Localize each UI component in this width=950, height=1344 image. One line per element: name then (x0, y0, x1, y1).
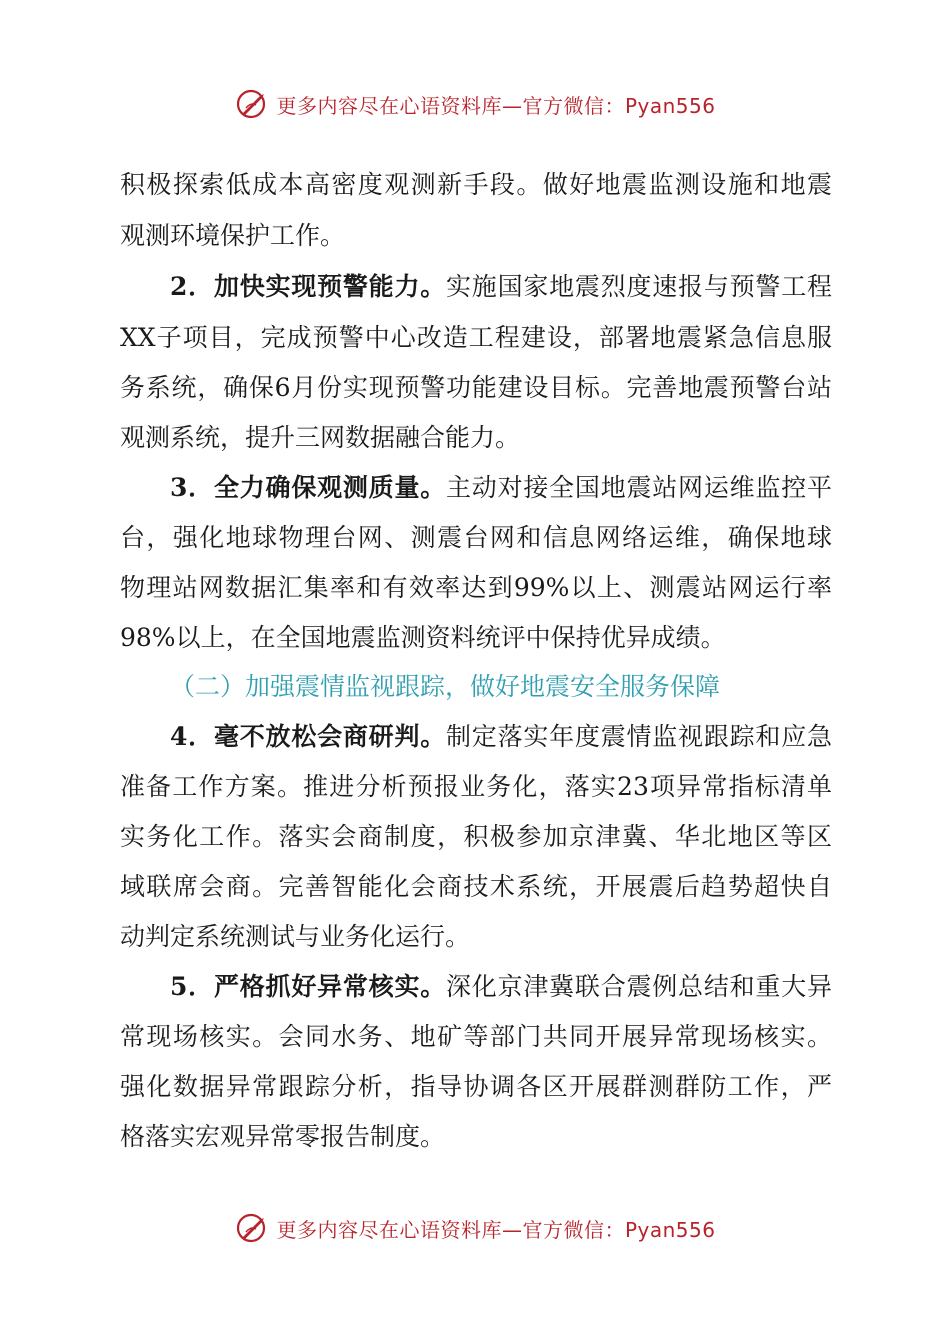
paragraph-line: 格落实宏观异常零报告制度。 (120, 1122, 446, 1151)
paragraph-line: 域联席会商。完善智能化会商技术系统，开展震后趋势超快自 (120, 872, 832, 901)
item-title: 加快实现预警能力。 (213, 272, 447, 301)
paragraph-line: 准备工作方案。推进分析预报业务化，落实23项异常指标清单 (120, 772, 832, 801)
item-4-first-line (170, 712, 832, 762)
paragraph-line: 常现场核实。会同水务、地矿等部门共同开展异常现场核实。 (120, 1022, 832, 1051)
paragraph-line: 98%以上，在全国地震监测资料统评中保持优异成绩。 (120, 623, 726, 652)
item-title: 毫不放松会商研判。 (213, 722, 447, 751)
paragraph-line: XX子项目，完成预警中心改造工程建设，部署地震紧急信息服 (120, 323, 832, 352)
item-title: 严格抓好异常核实。 (213, 972, 447, 1001)
footer-watermark-banner (0, 1208, 950, 1248)
pen-logo-icon (234, 1210, 270, 1246)
item-text: 深化京津冀联合震例总结和重大异 (446, 972, 832, 1001)
paragraph-line: 物理站网数据汇集率和有效率达到99%以上、测震站网运行率 (120, 573, 832, 602)
item-text: 实施国家地震烈度速报与预警工程 (446, 272, 832, 301)
item-text: 制定落实年度震情监视跟踪和应急 (446, 722, 832, 751)
watermark-text: 更多内容尽在心语资料库—官方微信：Pyan556 (276, 93, 716, 118)
item-title: 全力确保观测质量。 (213, 473, 447, 502)
item-3-first-line (170, 463, 832, 513)
pen-logo-icon (234, 86, 270, 122)
item-number: 2． (170, 272, 214, 301)
paragraph-line: 强化数据异常跟踪分析，指导协调各区开展群测群防工作，严 (120, 1072, 832, 1101)
item-2-first-line (170, 262, 832, 312)
paragraph-line: 务系统，确保6月份实现预警功能建设目标。完善地震预警台站 (120, 373, 832, 402)
watermark-text: 更多内容尽在心语资料库—官方微信：Pyan556 (276, 1217, 716, 1242)
paragraph-line: 实务化工作。落实会商制度，积极参加京津冀、华北地区等区 (120, 822, 832, 851)
item-number: 4． (170, 722, 214, 751)
paragraph-line: 积极探索低成本高密度观测新手段。做好地震监测设施和地震 (120, 170, 832, 199)
section-heading: （二）加强震情监视跟踪，做好地震安全服务保障 (170, 672, 721, 701)
item-number: 3． (170, 473, 214, 502)
item-text: 主动对接全国地震站网运维监控平 (446, 473, 832, 502)
item-5-first-line (170, 962, 832, 1012)
paragraph-line: 观测环境保护工作。 (120, 221, 346, 250)
header-watermark-banner (0, 84, 950, 124)
item-number: 5． (170, 972, 214, 1001)
paragraph-line: 观测系统，提升三网数据融合能力。 (120, 423, 521, 452)
paragraph-line: 台，强化地球物理台网、测震台网和信息网络运维，确保地球 (120, 523, 832, 552)
paragraph-line: 动判定系统测试与业务化运行。 (120, 922, 471, 951)
